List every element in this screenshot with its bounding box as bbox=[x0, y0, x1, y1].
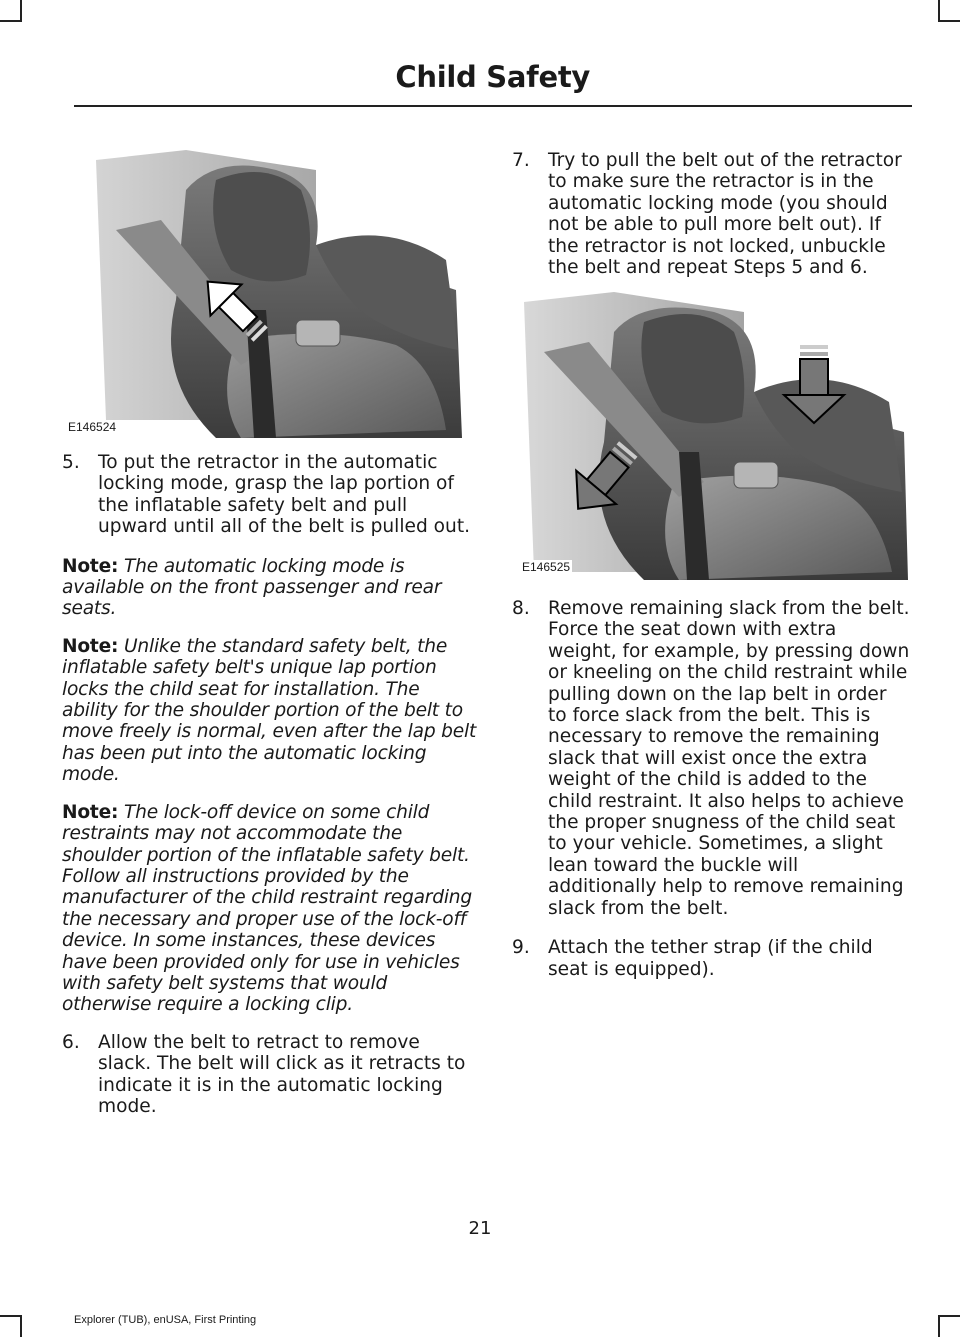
step-number: 7. bbox=[512, 150, 530, 171]
note bbox=[62, 802, 478, 1016]
list-item-step-9 bbox=[512, 937, 910, 980]
footer-text: Explorer (TUB), enUSA, First Printing bbox=[74, 1314, 257, 1326]
crop-mark bbox=[938, 1315, 960, 1317]
step-number: 5. bbox=[62, 452, 80, 473]
crop-mark bbox=[0, 1315, 22, 1317]
crop-mark bbox=[938, 0, 940, 20]
page-title: Child Safety bbox=[395, 60, 590, 94]
crop-mark bbox=[20, 1315, 22, 1337]
step-number: 8. bbox=[512, 598, 530, 619]
note-text: The lock-off device on some child restraints may not accommodate the shoulder portion of the inflatable safety belt. Follow all instructions provided by the manufacturer of the child restraint regarding the necessary and proper use of the lock-off device. In some instances, these devices have been provided only for use in vehicles with safety belt systems that would otherwise require a locking clip. bbox=[62, 801, 472, 1016]
step-text: Attach the tether strap (if the child seat is equipped). bbox=[548, 937, 873, 980]
child-seat-drawing bbox=[514, 292, 908, 580]
note bbox=[62, 636, 478, 786]
child-seat-illustration-pull-up bbox=[66, 150, 462, 438]
list-item-step-6 bbox=[62, 1032, 478, 1118]
page-number: 21 bbox=[468, 1218, 492, 1239]
crop-mark bbox=[938, 1315, 940, 1337]
note-text: The automatic locking mode is available on the front passenger and rear seats. bbox=[62, 555, 442, 620]
child-seat-illustration-press-down bbox=[514, 292, 908, 580]
step-text: Allow the belt to retract to remove slack. The belt will click as it retracts to indicate it is in the automatic locking mode. bbox=[98, 1031, 466, 1117]
figure-id: E146525 bbox=[522, 560, 571, 574]
header-rule bbox=[74, 105, 912, 107]
note-label: Note: bbox=[62, 555, 119, 577]
note-label: Note: bbox=[62, 635, 119, 657]
crop-mark bbox=[938, 20, 960, 22]
step-text: Try to pull the belt out of the retractor to make sure the retractor is in the automatic locking mode (you should not be able to pull more belt out). If the retractor is not locked, unbuckle the belt and repeat Steps 5 and 6. bbox=[548, 150, 902, 279]
step-number: 9. bbox=[512, 937, 530, 959]
list-item-step-8 bbox=[512, 598, 910, 919]
crop-mark bbox=[0, 20, 22, 22]
step-text: To put the retractor in the automatic locking mode, grasp the lap portion of the inflatable safety belt and pull upward until all of the belt is pulled out. bbox=[98, 452, 471, 538]
child-seat-drawing bbox=[66, 150, 462, 438]
right-column-bottom bbox=[512, 598, 910, 998]
figure-id: E146524 bbox=[68, 420, 117, 434]
note-text: Unlike the standard safety belt, the inflatable safety belt's unique lap portion locks the child seat for installation. The ability for the shoulder portion of the belt to move freely is normal, even after the lap belt has been put into the automatic locking mode. bbox=[62, 635, 477, 786]
step-number: 6. bbox=[62, 1031, 80, 1053]
left-column bbox=[62, 452, 478, 1135]
right-column-top bbox=[512, 150, 910, 296]
list-item-step-5 bbox=[62, 452, 478, 538]
note-label: Note: bbox=[62, 801, 119, 823]
note bbox=[62, 556, 478, 620]
crop-mark bbox=[20, 0, 22, 20]
list-item-step-7 bbox=[512, 150, 910, 278]
step-text: Remove remaining slack from the belt. Force the seat down with extra weight, for example, by pressing down or kneeling on the child restraint while pulling down on the lap belt in order to force slack from the belt. This is necessary to remove the remaining slack that will exist once the extra weight of the child is added to the child restraint. It also helps to achieve the proper snugness of the child seat to your vehicle. Sometimes, a slight lean toward the buckle will additionally help to remove remaining slack from the belt. bbox=[548, 598, 910, 919]
